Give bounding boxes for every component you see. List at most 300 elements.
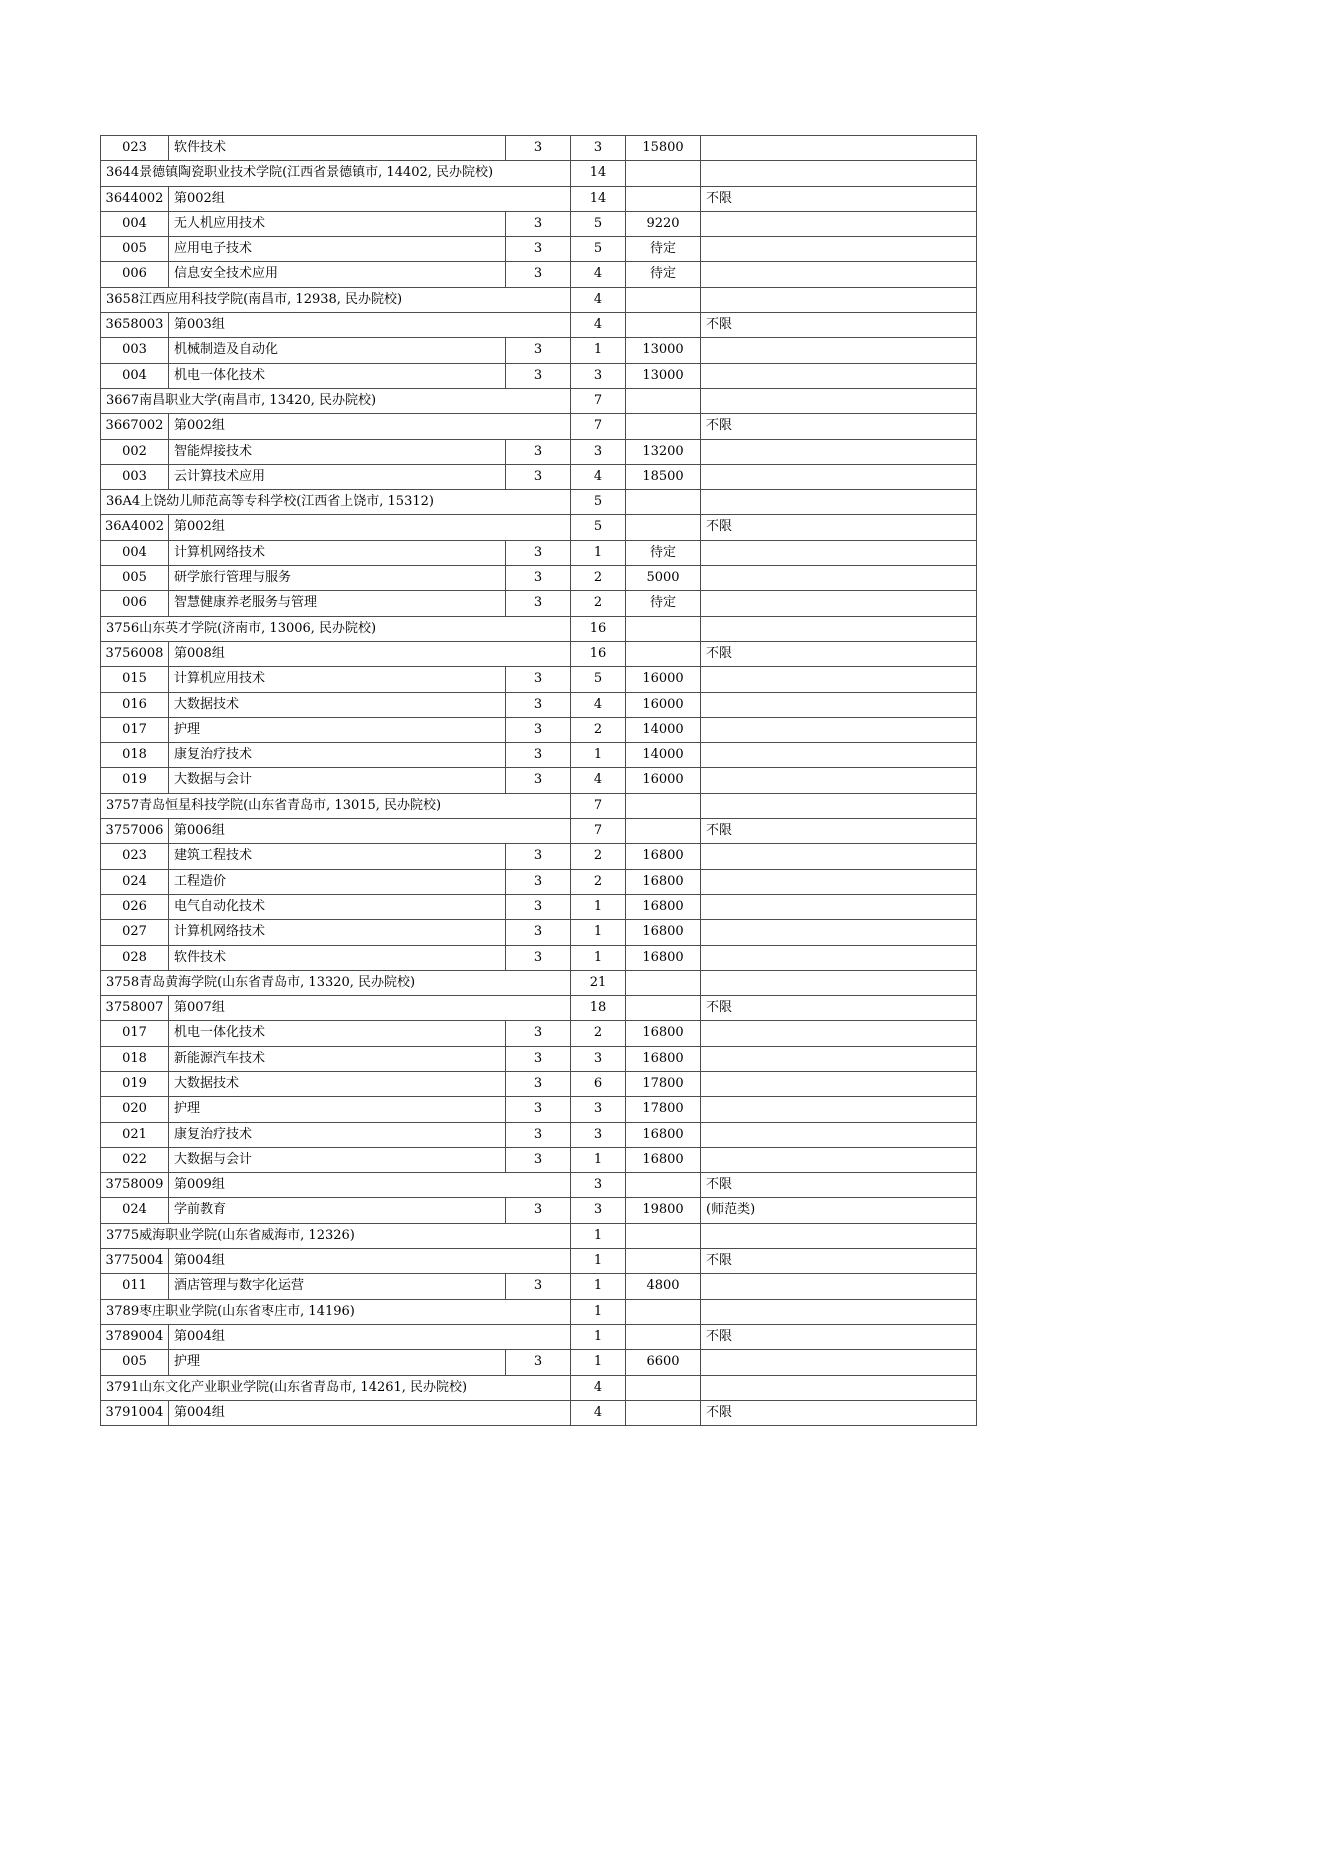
count-cell: 6 — [571, 1071, 626, 1096]
years-cell: 3 — [506, 237, 571, 262]
major-name-cell: 电气自动化技术 — [169, 894, 506, 919]
major-code-cell: 021 — [101, 1122, 169, 1147]
years-cell: 3 — [506, 211, 571, 236]
years-cell: 3 — [506, 591, 571, 616]
count-cell: 1 — [571, 540, 626, 565]
count-cell: 5 — [571, 237, 626, 262]
group-name-cell: 第008组 — [169, 641, 571, 666]
major-name-cell: 智能焊接技术 — [169, 439, 506, 464]
remark-cell — [701, 970, 977, 995]
count-cell: 7 — [571, 388, 626, 413]
group-code-cell: 3757006 — [101, 819, 169, 844]
years-cell: 3 — [506, 338, 571, 363]
major-code-cell: 004 — [101, 363, 169, 388]
major-code-cell: 005 — [101, 1350, 169, 1375]
count-cell: 4 — [571, 692, 626, 717]
group-row — [101, 996, 977, 1021]
major-code-cell: 017 — [101, 1021, 169, 1046]
admission-plan-sheet — [100, 135, 976, 1426]
major-code-cell: 003 — [101, 338, 169, 363]
count-cell: 3 — [571, 439, 626, 464]
count-cell: 1 — [571, 920, 626, 945]
group-code-cell: 3756008 — [101, 641, 169, 666]
major-code-cell: 002 — [101, 439, 169, 464]
fee-cell — [626, 1223, 701, 1248]
remark-cell — [701, 464, 977, 489]
fee-cell — [626, 161, 701, 186]
major-row — [101, 743, 977, 768]
major-row — [101, 692, 977, 717]
years-cell: 3 — [506, 920, 571, 945]
group-row — [101, 1249, 977, 1274]
fee-cell — [626, 616, 701, 641]
count-cell: 5 — [571, 211, 626, 236]
fee-cell — [626, 641, 701, 666]
school-row — [101, 161, 977, 186]
major-code-cell: 015 — [101, 667, 169, 692]
count-cell: 7 — [571, 819, 626, 844]
remark-cell — [701, 338, 977, 363]
school-name-cell: 3756山东英才学院(济南市, 13006, 民办院校) — [101, 616, 571, 641]
major-name-cell: 护理 — [169, 717, 506, 742]
group-code-cell: 3644002 — [101, 186, 169, 211]
fee-cell: 16000 — [626, 692, 701, 717]
group-name-cell: 第002组 — [169, 186, 571, 211]
major-code-cell: 018 — [101, 1046, 169, 1071]
group-name-cell: 第004组 — [169, 1324, 571, 1349]
years-cell: 3 — [506, 540, 571, 565]
remark-cell — [701, 287, 977, 312]
remark-cell — [701, 945, 977, 970]
group-name-cell: 第004组 — [169, 1400, 571, 1425]
count-cell: 1 — [571, 1223, 626, 1248]
fee-cell — [626, 1400, 701, 1425]
count-cell: 3 — [571, 1173, 626, 1198]
major-name-cell: 研学旅行管理与服务 — [169, 566, 506, 591]
remark-cell — [701, 1122, 977, 1147]
school-row — [101, 388, 977, 413]
fee-cell: 18500 — [626, 464, 701, 489]
remark-cell: 不限 — [701, 1249, 977, 1274]
remark-cell — [701, 540, 977, 565]
years-cell: 3 — [506, 1122, 571, 1147]
fee-cell — [626, 1324, 701, 1349]
fee-cell: 14000 — [626, 717, 701, 742]
fee-cell: 16800 — [626, 844, 701, 869]
school-name-cell: 3789枣庄职业学院(山东省枣庄市, 14196) — [101, 1299, 571, 1324]
count-cell: 5 — [571, 515, 626, 540]
major-code-cell: 003 — [101, 464, 169, 489]
remark-cell — [701, 262, 977, 287]
remark-cell: 不限 — [701, 414, 977, 439]
count-cell: 1 — [571, 1299, 626, 1324]
years-cell: 3 — [506, 136, 571, 161]
years-cell: 3 — [506, 869, 571, 894]
major-row — [101, 1071, 977, 1096]
remark-cell — [701, 136, 977, 161]
fee-cell: 16800 — [626, 894, 701, 919]
major-name-cell: 计算机应用技术 — [169, 667, 506, 692]
fee-cell: 14000 — [626, 743, 701, 768]
major-code-cell: 019 — [101, 768, 169, 793]
count-cell: 4 — [571, 262, 626, 287]
years-cell: 3 — [506, 717, 571, 742]
major-name-cell: 康复治疗技术 — [169, 743, 506, 768]
count-cell: 4 — [571, 1375, 626, 1400]
fee-cell — [626, 1299, 701, 1324]
fee-cell — [626, 414, 701, 439]
major-row — [101, 566, 977, 591]
major-name-cell: 大数据与会计 — [169, 1147, 506, 1172]
fee-cell: 16800 — [626, 1122, 701, 1147]
remark-cell — [701, 1071, 977, 1096]
fee-cell: 17800 — [626, 1097, 701, 1122]
years-cell: 3 — [506, 363, 571, 388]
major-code-cell: 024 — [101, 869, 169, 894]
remark-cell — [701, 1299, 977, 1324]
count-cell: 3 — [571, 1046, 626, 1071]
years-cell: 3 — [506, 667, 571, 692]
fee-cell — [626, 970, 701, 995]
remark-cell — [701, 920, 977, 945]
count-cell: 3 — [571, 363, 626, 388]
remark-cell — [701, 743, 977, 768]
school-row — [101, 616, 977, 641]
group-code-cell: 36A4002 — [101, 515, 169, 540]
remark-cell — [701, 894, 977, 919]
years-cell: 3 — [506, 439, 571, 464]
count-cell: 16 — [571, 641, 626, 666]
school-name-cell: 3658江西应用科技学院(南昌市, 12938, 民办院校) — [101, 287, 571, 312]
major-row — [101, 717, 977, 742]
major-code-cell: 006 — [101, 591, 169, 616]
group-row — [101, 313, 977, 338]
major-code-cell: 027 — [101, 920, 169, 945]
major-code-cell: 005 — [101, 566, 169, 591]
remark-cell — [701, 211, 977, 236]
major-row — [101, 237, 977, 262]
fee-cell — [626, 515, 701, 540]
count-cell: 4 — [571, 464, 626, 489]
years-cell: 3 — [506, 1274, 571, 1299]
major-name-cell: 机电一体化技术 — [169, 363, 506, 388]
group-row — [101, 1173, 977, 1198]
major-name-cell: 应用电子技术 — [169, 237, 506, 262]
major-name-cell: 软件技术 — [169, 136, 506, 161]
school-row — [101, 1299, 977, 1324]
major-row — [101, 591, 977, 616]
group-code-cell: 3791004 — [101, 1400, 169, 1425]
remark-cell — [701, 1021, 977, 1046]
remark-cell — [701, 844, 977, 869]
group-name-cell: 第006组 — [169, 819, 571, 844]
fee-cell: 待定 — [626, 540, 701, 565]
fee-cell — [626, 819, 701, 844]
remark-cell — [701, 692, 977, 717]
count-cell: 21 — [571, 970, 626, 995]
remark-cell: 不限 — [701, 515, 977, 540]
major-code-cell: 016 — [101, 692, 169, 717]
count-cell: 14 — [571, 161, 626, 186]
major-row — [101, 363, 977, 388]
major-name-cell: 酒店管理与数字化运营 — [169, 1274, 506, 1299]
major-name-cell: 计算机网络技术 — [169, 920, 506, 945]
years-cell: 3 — [506, 1147, 571, 1172]
admission-plan-table — [100, 135, 977, 1426]
fee-cell: 待定 — [626, 237, 701, 262]
school-row — [101, 1375, 977, 1400]
remark-cell — [701, 1350, 977, 1375]
years-cell: 3 — [506, 768, 571, 793]
major-row — [101, 1021, 977, 1046]
fee-cell: 16000 — [626, 768, 701, 793]
school-name-cell: 3758青岛黄海学院(山东省青岛市, 13320, 民办院校) — [101, 970, 571, 995]
major-name-cell: 护理 — [169, 1350, 506, 1375]
fee-cell: 4800 — [626, 1274, 701, 1299]
major-code-cell: 017 — [101, 717, 169, 742]
school-name-cell: 3791山东文化产业职业学院(山东省青岛市, 14261, 民办院校) — [101, 1375, 571, 1400]
major-code-cell: 006 — [101, 262, 169, 287]
major-code-cell: 004 — [101, 540, 169, 565]
group-name-cell: 第009组 — [169, 1173, 571, 1198]
group-code-cell: 3775004 — [101, 1249, 169, 1274]
remark-cell: 不限 — [701, 819, 977, 844]
major-row — [101, 1122, 977, 1147]
remark-cell — [701, 566, 977, 591]
major-name-cell: 无人机应用技术 — [169, 211, 506, 236]
count-cell: 7 — [571, 414, 626, 439]
major-row — [101, 920, 977, 945]
count-cell: 2 — [571, 566, 626, 591]
remark-cell — [701, 1223, 977, 1248]
group-row — [101, 414, 977, 439]
major-code-cell: 020 — [101, 1097, 169, 1122]
major-code-cell: 019 — [101, 1071, 169, 1096]
remark-cell — [701, 1375, 977, 1400]
major-row — [101, 945, 977, 970]
fee-cell: 待定 — [626, 591, 701, 616]
count-cell: 4 — [571, 313, 626, 338]
count-cell: 5 — [571, 490, 626, 515]
major-code-cell: 023 — [101, 136, 169, 161]
count-cell: 5 — [571, 667, 626, 692]
major-name-cell: 学前教育 — [169, 1198, 506, 1223]
count-cell: 3 — [571, 136, 626, 161]
major-name-cell: 智慧健康养老服务与管理 — [169, 591, 506, 616]
remark-cell — [701, 793, 977, 818]
count-cell: 18 — [571, 996, 626, 1021]
remark-cell — [701, 237, 977, 262]
count-cell: 2 — [571, 844, 626, 869]
count-cell: 2 — [571, 591, 626, 616]
remark-cell — [701, 591, 977, 616]
remark-cell — [701, 717, 977, 742]
fee-cell — [626, 490, 701, 515]
major-name-cell: 计算机网络技术 — [169, 540, 506, 565]
major-row — [101, 667, 977, 692]
count-cell: 1 — [571, 1249, 626, 1274]
count-cell: 4 — [571, 768, 626, 793]
major-row — [101, 464, 977, 489]
school-row — [101, 793, 977, 818]
major-name-cell: 大数据技术 — [169, 1071, 506, 1096]
major-row — [101, 439, 977, 464]
group-row — [101, 641, 977, 666]
major-row — [101, 1198, 977, 1223]
fee-cell: 16000 — [626, 667, 701, 692]
years-cell: 3 — [506, 844, 571, 869]
group-row — [101, 819, 977, 844]
count-cell: 4 — [571, 1400, 626, 1425]
major-row — [101, 894, 977, 919]
remark-cell: 不限 — [701, 313, 977, 338]
fee-cell — [626, 388, 701, 413]
remark-cell — [701, 388, 977, 413]
fee-cell: 16800 — [626, 920, 701, 945]
fee-cell: 16800 — [626, 1147, 701, 1172]
group-row — [101, 515, 977, 540]
fee-cell: 13000 — [626, 338, 701, 363]
years-cell: 3 — [506, 743, 571, 768]
group-row — [101, 186, 977, 211]
remark-cell — [701, 1147, 977, 1172]
major-name-cell: 云计算技术应用 — [169, 464, 506, 489]
major-row — [101, 1147, 977, 1172]
fee-cell — [626, 287, 701, 312]
fee-cell — [626, 1375, 701, 1400]
count-cell: 3 — [571, 1097, 626, 1122]
plan-table-body — [101, 136, 977, 1426]
remark-cell: (师范类) — [701, 1198, 977, 1223]
remark-cell: 不限 — [701, 1324, 977, 1349]
major-name-cell: 护理 — [169, 1097, 506, 1122]
major-row — [101, 136, 977, 161]
count-cell: 1 — [571, 894, 626, 919]
fee-cell: 16800 — [626, 1021, 701, 1046]
group-code-cell: 3658003 — [101, 313, 169, 338]
major-code-cell: 026 — [101, 894, 169, 919]
count-cell: 7 — [571, 793, 626, 818]
count-cell: 1 — [571, 1147, 626, 1172]
fee-cell — [626, 186, 701, 211]
remark-cell: 不限 — [701, 1173, 977, 1198]
years-cell: 3 — [506, 1046, 571, 1071]
major-name-cell: 大数据与会计 — [169, 768, 506, 793]
major-name-cell: 建筑工程技术 — [169, 844, 506, 869]
major-name-cell: 软件技术 — [169, 945, 506, 970]
count-cell: 2 — [571, 869, 626, 894]
group-code-cell: 3758009 — [101, 1173, 169, 1198]
major-name-cell: 机械制造及自动化 — [169, 338, 506, 363]
major-row — [101, 844, 977, 869]
fee-cell: 16800 — [626, 945, 701, 970]
count-cell: 2 — [571, 1021, 626, 1046]
group-name-cell: 第002组 — [169, 414, 571, 439]
major-code-cell: 023 — [101, 844, 169, 869]
fee-cell: 5000 — [626, 566, 701, 591]
group-code-cell: 3667002 — [101, 414, 169, 439]
remark-cell — [701, 1097, 977, 1122]
major-code-cell: 005 — [101, 237, 169, 262]
count-cell: 1 — [571, 743, 626, 768]
major-row — [101, 768, 977, 793]
major-row — [101, 211, 977, 236]
fee-cell — [626, 996, 701, 1021]
major-code-cell: 028 — [101, 945, 169, 970]
count-cell: 1 — [571, 1324, 626, 1349]
fee-cell: 16800 — [626, 869, 701, 894]
group-name-cell: 第007组 — [169, 996, 571, 1021]
years-cell: 3 — [506, 262, 571, 287]
major-row — [101, 1350, 977, 1375]
major-name-cell: 工程造价 — [169, 869, 506, 894]
group-code-cell: 3758007 — [101, 996, 169, 1021]
fee-cell: 6600 — [626, 1350, 701, 1375]
major-name-cell: 大数据技术 — [169, 692, 506, 717]
fee-cell — [626, 1173, 701, 1198]
major-row — [101, 262, 977, 287]
fee-cell: 13000 — [626, 363, 701, 388]
school-row — [101, 970, 977, 995]
school-name-cell: 3644景德镇陶瓷职业技术学院(江西省景德镇市, 14402, 民办院校) — [101, 161, 571, 186]
remark-cell — [701, 439, 977, 464]
remark-cell — [701, 1046, 977, 1071]
remark-cell — [701, 616, 977, 641]
major-row — [101, 540, 977, 565]
years-cell: 3 — [506, 566, 571, 591]
major-name-cell: 信息安全技术应用 — [169, 262, 506, 287]
fee-cell: 19800 — [626, 1198, 701, 1223]
group-row — [101, 1324, 977, 1349]
major-code-cell: 011 — [101, 1274, 169, 1299]
count-cell: 14 — [571, 186, 626, 211]
years-cell: 3 — [506, 1021, 571, 1046]
count-cell: 1 — [571, 1274, 626, 1299]
major-row — [101, 869, 977, 894]
fee-cell: 16800 — [626, 1046, 701, 1071]
remark-cell — [701, 869, 977, 894]
remark-cell: 不限 — [701, 996, 977, 1021]
school-row — [101, 1223, 977, 1248]
count-cell: 1 — [571, 1350, 626, 1375]
group-code-cell: 3789004 — [101, 1324, 169, 1349]
years-cell: 3 — [506, 1198, 571, 1223]
count-cell: 3 — [571, 1122, 626, 1147]
fee-cell: 13200 — [626, 439, 701, 464]
count-cell: 16 — [571, 616, 626, 641]
years-cell: 3 — [506, 692, 571, 717]
years-cell: 3 — [506, 894, 571, 919]
remark-cell: 不限 — [701, 641, 977, 666]
remark-cell — [701, 768, 977, 793]
major-code-cell: 018 — [101, 743, 169, 768]
fee-cell: 15800 — [626, 136, 701, 161]
years-cell: 3 — [506, 1071, 571, 1096]
major-row — [101, 338, 977, 363]
major-name-cell: 康复治疗技术 — [169, 1122, 506, 1147]
school-name-cell: 3667南昌职业大学(南昌市, 13420, 民办院校) — [101, 388, 571, 413]
major-row — [101, 1274, 977, 1299]
major-code-cell: 024 — [101, 1198, 169, 1223]
fee-cell: 9220 — [626, 211, 701, 236]
years-cell: 3 — [506, 945, 571, 970]
count-cell: 1 — [571, 945, 626, 970]
group-name-cell: 第003组 — [169, 313, 571, 338]
years-cell: 3 — [506, 1350, 571, 1375]
remark-cell — [701, 161, 977, 186]
remark-cell — [701, 667, 977, 692]
school-row — [101, 287, 977, 312]
